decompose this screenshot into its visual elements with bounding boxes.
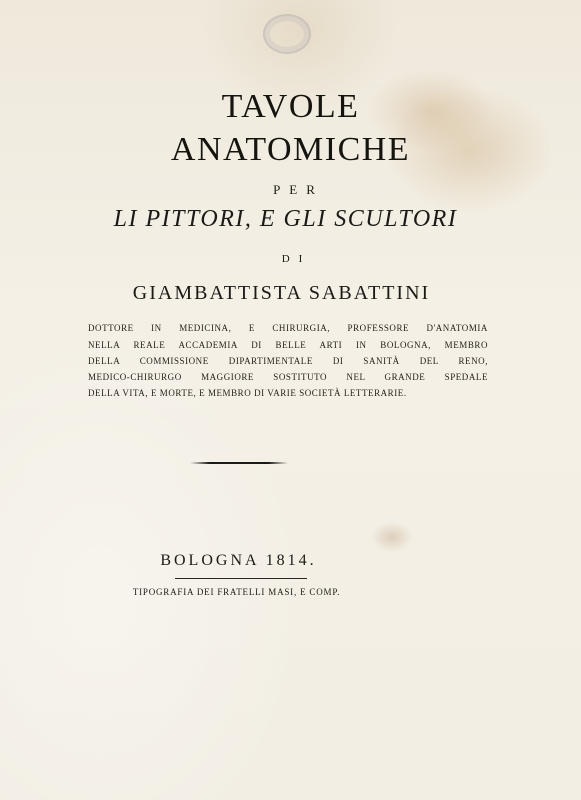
subtitle: LI PITTORI, E GLI SCULTORI: [113, 206, 458, 232]
credential-line: DOTTORE IN MEDICINA, E CHIRURGIA, PROFESSORE D'ANATOMIA: [88, 323, 488, 333]
author-name: GIAMBATTISTA SABATTINI: [132, 282, 431, 304]
library-stamp: [263, 14, 311, 54]
di-connector: DI: [281, 253, 312, 265]
per-connector: PER: [273, 182, 324, 197]
credential-line: DELLA VITA, E MORTE, E MEMBRO DI VARIE SOCIETÀ LETTERARIE.: [88, 388, 407, 398]
credential-line: DELLA COMMISSIONE DIPARTIMENTALE DI SANITÀ DEL RENO,: [88, 356, 488, 366]
title-line-1: TAVOLE: [221, 88, 360, 125]
credential-line: NELLA REALE ACCADEMIA DI BELLE ARTI IN BOLOGNA, MEMBRO: [88, 340, 488, 350]
credential-line: MEDICO-CHIRURGO MAGGIORE SOSTITUTO NEL GRANDE SPEDALE: [88, 372, 488, 382]
ornamental-rule: [190, 462, 288, 464]
imprint-divider: [175, 578, 307, 579]
imprint-place-date: BOLOGNA 1814.: [160, 552, 317, 569]
printer-line: TIPOGRAFIA DEI FRATELLI MASI, E COMP.: [132, 587, 341, 597]
title-line-2: ANATOMICHE: [170, 131, 411, 168]
